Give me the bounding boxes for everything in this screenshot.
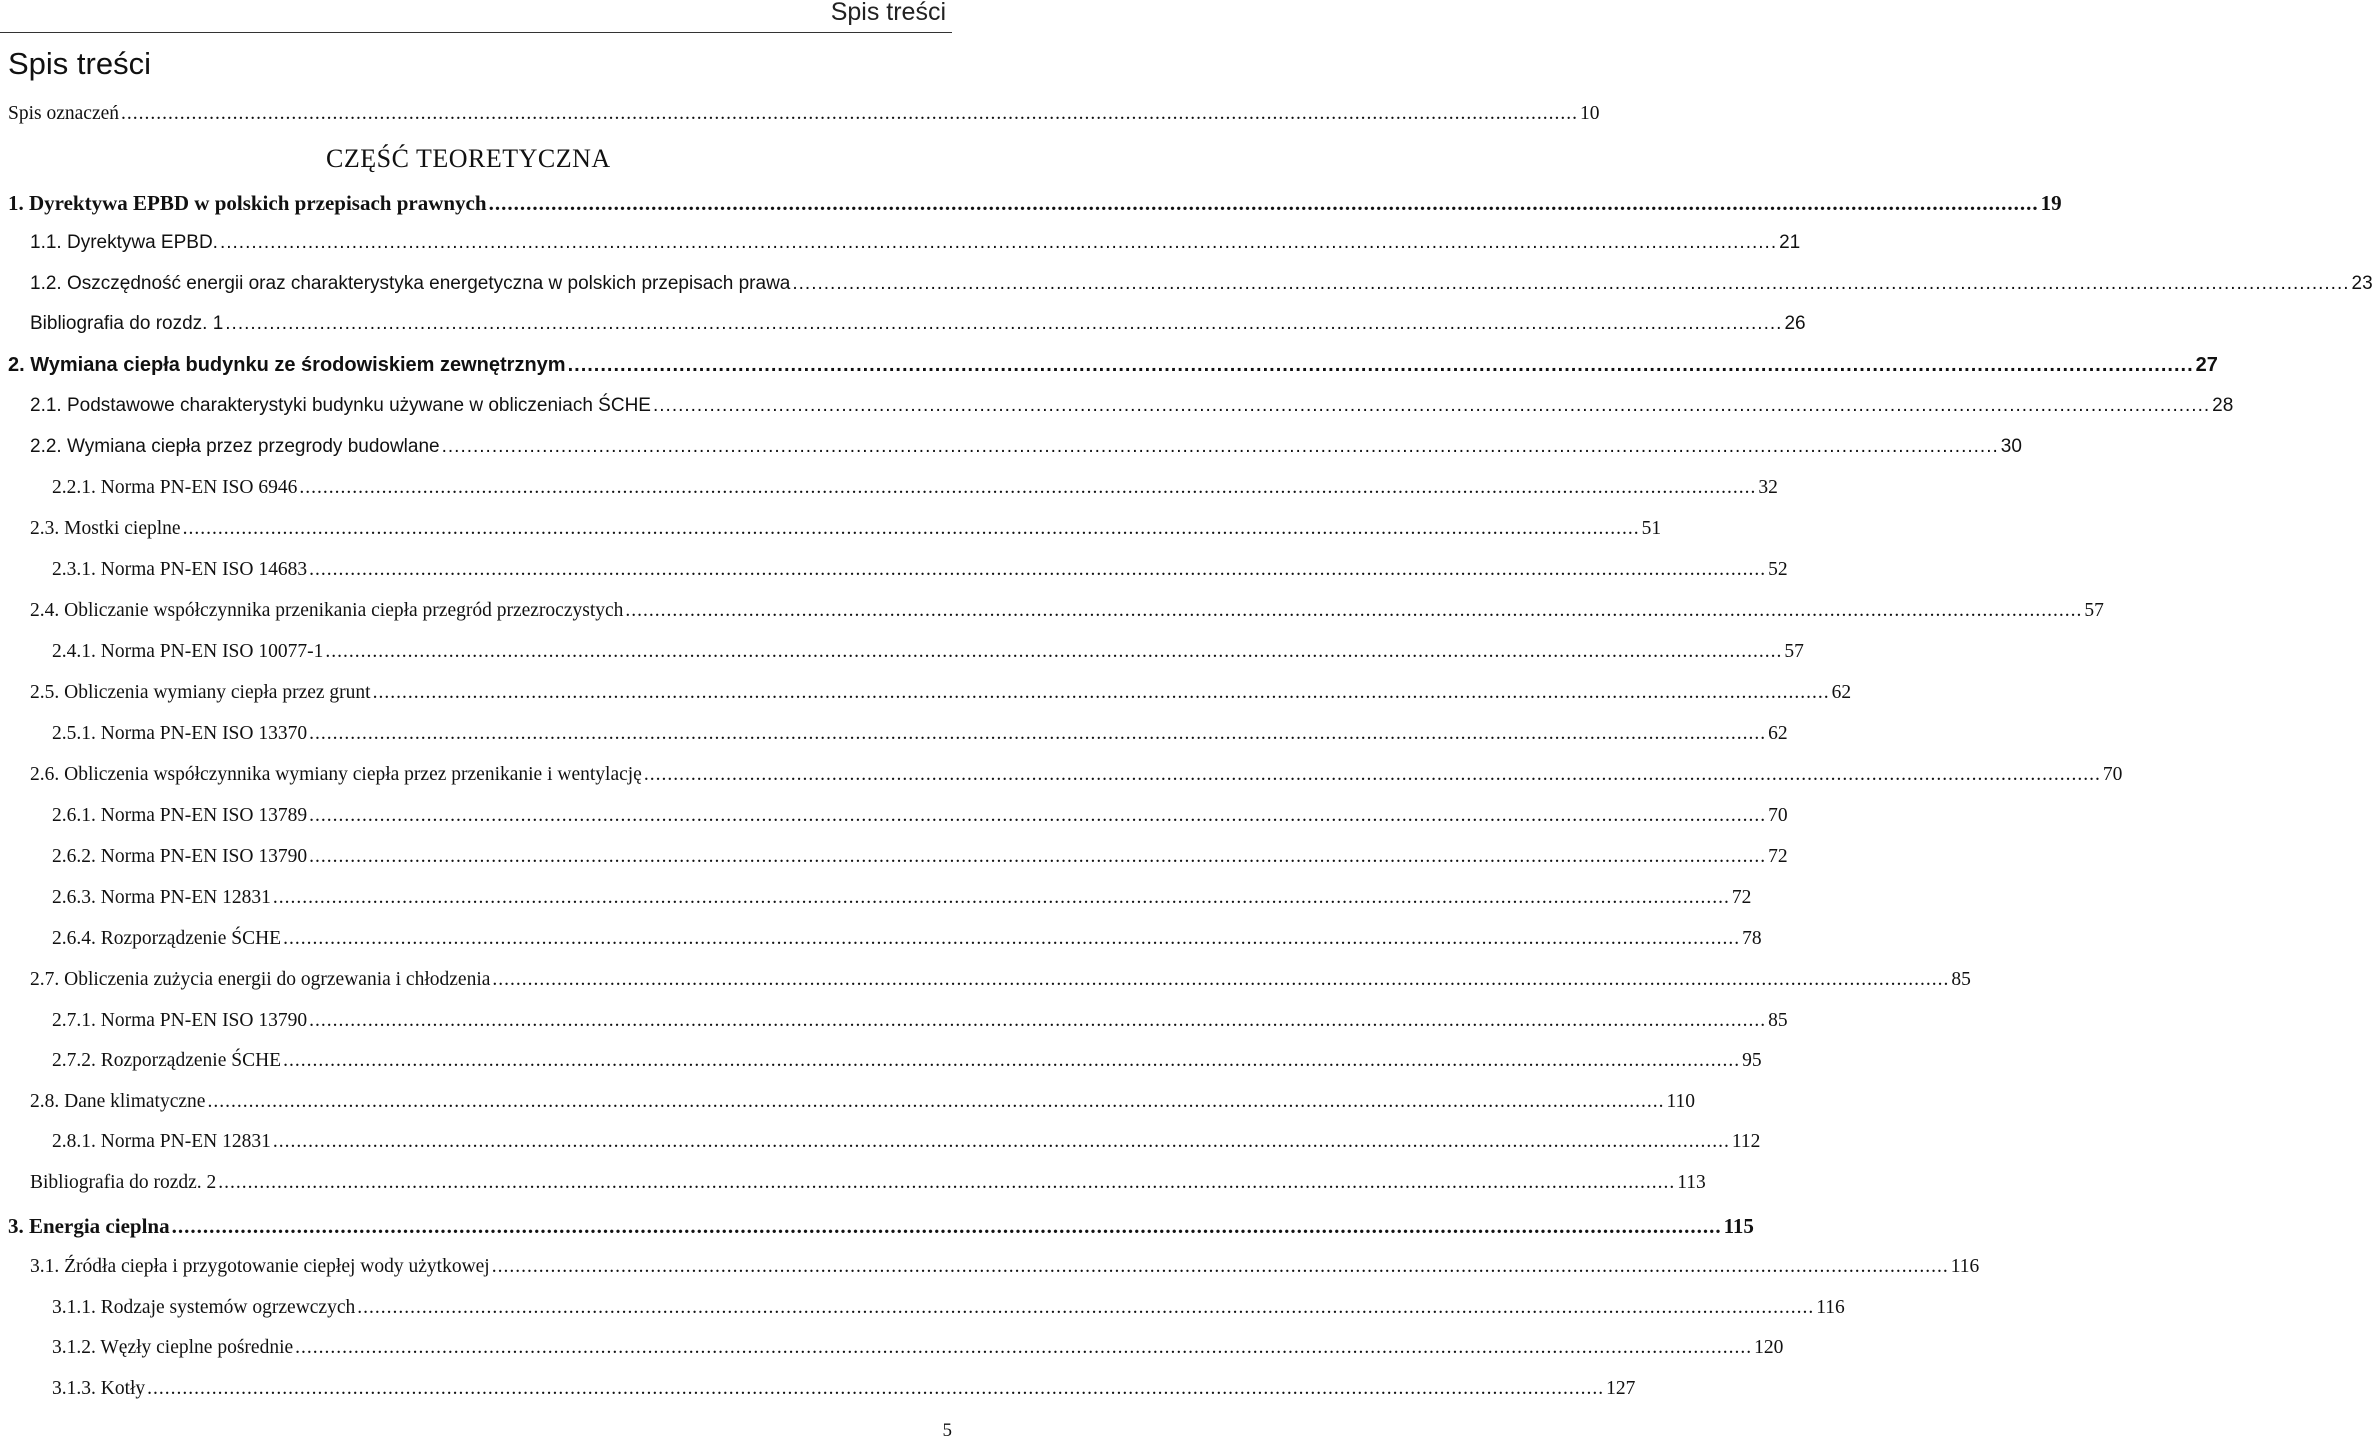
toc-entry-page: 116 — [1816, 1297, 1845, 1318]
toc-entry-2-6-1[interactable] — [0, 805, 1788, 833]
toc-entry-3-1-1[interactable] — [0, 1297, 1845, 1325]
dot-leader: ........................................................................................................................................................................................................................................................ — [207, 1091, 1665, 1112]
dot-leader: ........................................................................................................................................................................................................................................................ — [283, 928, 1741, 949]
toc-entry-bibliography-2[interactable] — [0, 1172, 1706, 1200]
toc-entry-page: 27 — [2195, 354, 2218, 376]
toc-entry-page: 85 — [1768, 1010, 1788, 1031]
toc-entry-chapter-1[interactable] — [0, 191, 2062, 219]
toc-entry-label: 2.6.4. Rozporządzenie ŚCHE — [52, 928, 282, 949]
toc-entry-2-3-1[interactable] — [0, 559, 1788, 587]
toc-entry-label: Bibliografia do rozdz. 1 — [30, 313, 224, 334]
toc-entry-page: 19 — [2040, 191, 2062, 215]
toc-entry-page: 115 — [1723, 1214, 1754, 1238]
toc-entry-page: 95 — [1742, 1050, 1762, 1071]
toc-entry-2-6-3[interactable] — [0, 887, 1752, 915]
toc-entry-3-1-3[interactable] — [0, 1378, 1636, 1406]
toc-entry-page: 85 — [1951, 969, 1971, 990]
dot-leader: ........................................................................................................................................................................................................................................................ — [121, 103, 1579, 124]
toc-entry-page: 78 — [1742, 928, 1762, 949]
toc-entry-label: 3. Energia cieplna — [8, 1214, 170, 1238]
toc-entry-label: 3.1.1. Rodzaje systemów ogrzewczych — [52, 1297, 356, 1318]
toc-entry-label: 3.1. Źródła ciepła i przygotowanie ciepłej wody użytkowej — [30, 1256, 490, 1277]
toc-entry-label: 1.2. Oszczędność energii oraz charakterystyka energetyczna w polskich przepisach prawa — [30, 273, 791, 294]
dot-leader: ........................................................................................................................................................................................................................................................ — [309, 805, 1767, 826]
toc-entry-chapter-2[interactable] — [0, 354, 2218, 382]
toc-entry-label: 2.6.1. Norma PN-EN ISO 13789 — [52, 805, 308, 826]
toc-entry-chapter-3[interactable] — [0, 1214, 1754, 1242]
toc-entry-2-4[interactable] — [0, 600, 2104, 628]
dot-leader: ........................................................................................................................................................................................................................................................ — [567, 354, 2194, 376]
page-number: 5 — [942, 1420, 952, 1441]
dot-leader: ........................................................................................................................................................................................................................................................ — [441, 436, 1999, 457]
dot-leader: ........................................................................................................................................................................................................................................................ — [272, 887, 1730, 908]
toc-entry-label: Spis oznaczeń — [8, 103, 120, 124]
toc-entry-label: Bibliografia do rozdz. 2 — [30, 1172, 217, 1193]
dot-leader: ........................................................................................................................................................................................................................................................ — [147, 1378, 1605, 1399]
toc-entry-3-1-2[interactable] — [0, 1337, 1784, 1365]
toc-entry-2-3[interactable] — [0, 518, 1662, 546]
toc-entry-2-7[interactable] — [0, 969, 1971, 997]
dot-leader: ........................................................................................................................................................................................................................................................ — [219, 232, 1778, 253]
dot-leader: ........................................................................................................................................................................................................................................................ — [182, 518, 1640, 539]
dot-leader: ........................................................................................................................................................................................................................................................ — [625, 600, 2083, 621]
toc-title: Spis treści — [8, 46, 151, 81]
toc-entry-label: 2.8.1. Norma PN-EN 12831 — [52, 1131, 271, 1152]
toc-entry-page: 120 — [1754, 1337, 1784, 1358]
toc-entry-bibliography-1[interactable] — [0, 313, 1806, 341]
toc-entry-label: 2.6.2. Norma PN-EN ISO 13790 — [52, 846, 308, 867]
toc-entry-page: 26 — [1784, 313, 1806, 334]
toc-entry-2-6[interactable] — [0, 764, 2123, 792]
running-header-title: Spis treści — [830, 0, 946, 26]
dot-leader: ........................................................................................................................................................................................................................................................ — [225, 313, 1783, 334]
toc-entry-1-2[interactable] — [0, 273, 2373, 301]
toc-entry-page: 70 — [1768, 805, 1788, 826]
dot-leader: ........................................................................................................................................................................................................................................................ — [488, 191, 2039, 215]
toc-entry-label: 2.7.2. Rozporządzenie ŚCHE — [52, 1050, 282, 1071]
dot-leader: ........................................................................................................................................................................................................................................................ — [309, 1010, 1767, 1031]
dot-leader: ........................................................................................................................................................................................................................................................ — [492, 969, 1950, 990]
toc-entry-2-8-1[interactable] — [0, 1131, 1761, 1159]
toc-entry-2-6-4[interactable] — [0, 928, 1762, 956]
toc-entry-label: 2.1. Podstawowe charakterystyki budynku używane w obliczeniach ŚCHE — [30, 395, 651, 416]
toc-entry-page: 112 — [1731, 1131, 1761, 1152]
toc-entry-page: 62 — [1768, 723, 1788, 744]
toc-entry-label: 2.6.3. Norma PN-EN 12831 — [52, 887, 271, 908]
toc-entry-label: 2.2.1. Norma PN-EN ISO 6946 — [52, 477, 298, 498]
toc-entry-label: 2.5.1. Norma PN-EN ISO 13370 — [52, 723, 308, 744]
toc-entry-label: 1.1. Dyrektywa EPBD. — [30, 232, 218, 253]
toc-entry-page: 30 — [2000, 436, 2022, 457]
dot-leader: ........................................................................................................................................................................................................................................................ — [218, 1172, 1676, 1193]
toc-entry-page: 72 — [1768, 846, 1788, 867]
toc-entry-2-5[interactable] — [0, 682, 1852, 710]
toc-entry-2-1[interactable] — [0, 395, 2234, 423]
running-header — [0, 0, 952, 33]
dot-leader: ........................................................................................................................................................................................................................................................ — [309, 559, 1767, 580]
dot-leader: ........................................................................................................................................................................................................................................................ — [171, 1214, 1722, 1238]
toc-entry-page: 23 — [2351, 273, 2373, 294]
toc-entry-page: 21 — [1779, 232, 1801, 253]
dot-leader: ........................................................................................................................................................................................................................................................ — [357, 1297, 1815, 1318]
toc-entry-page: 57 — [2084, 600, 2104, 621]
dot-leader: ........................................................................................................................................................................................................................................................ — [643, 764, 2101, 785]
toc-entry-label: 2.7.1. Norma PN-EN ISO 13790 — [52, 1010, 308, 1031]
toc-entry-label: 2.6. Obliczenia współczynnika wymiany ciepła przez przenikanie i wentylację — [30, 764, 642, 785]
dot-leader: ........................................................................................................................................................................................................................................................ — [792, 273, 2350, 294]
toc-entry-page: 28 — [2212, 395, 2234, 416]
toc-entry-page: 110 — [1666, 1091, 1695, 1112]
toc-entry-2-4-1[interactable] — [0, 641, 1804, 669]
dot-leader: ........................................................................................................................................................................................................................................................ — [372, 682, 1830, 703]
dot-leader: ........................................................................................................................................................................................................................................................ — [272, 1131, 1730, 1152]
toc-entry-label: 2.3.1. Norma PN-EN ISO 14683 — [52, 559, 308, 580]
toc-entry-page: 70 — [2102, 764, 2123, 785]
toc-entry-page: 116 — [1950, 1256, 1980, 1277]
toc-entry-label: 3.1.2. Węzły cieplne pośrednie — [52, 1337, 294, 1358]
toc-entry-label: 2.4.1. Norma PN-EN ISO 10077-1 — [52, 641, 324, 662]
toc-entry-2-6-2[interactable] — [0, 846, 1788, 874]
dot-leader: ........................................................................................................................................................................................................................................................ — [325, 641, 1783, 662]
toc-entry-page: 51 — [1641, 518, 1662, 539]
toc-entry-page: 57 — [1784, 641, 1804, 662]
toc-entry-page: 113 — [1677, 1172, 1706, 1193]
dot-leader: ........................................................................................................................................................................................................................................................ — [652, 395, 2211, 416]
toc-entry-label: 2. Wymiana ciepła budynku ze środowiskiem zewnętrznym — [8, 354, 566, 376]
toc-entry-2-8[interactable] — [0, 1091, 1695, 1119]
toc-entry-label: 1. Dyrektywa EPBD w polskich przepisach prawnych — [8, 191, 487, 215]
toc-entry-page: 32 — [1758, 477, 1778, 498]
dot-leader: ........................................................................................................................................................................................................................................................ — [299, 477, 1757, 498]
toc-entry-page: 10 — [1580, 103, 1600, 124]
toc-entry-3-1[interactable] — [0, 1256, 1980, 1284]
part-heading: CZĘŚĆ TEORETYCZNA — [326, 144, 611, 173]
toc-entry-label: 2.3. Mostki cieplne — [30, 518, 181, 539]
toc-entry-label: 2.4. Obliczanie współczynnika przenikania ciepła przegród przezroczystych — [30, 600, 624, 621]
dot-leader: ........................................................................................................................................................................................................................................................ — [491, 1256, 1949, 1277]
toc-entry-spis-oznaczen[interactable] — [0, 103, 1600, 131]
toc-entry-label: 2.7. Obliczenia zużycia energii do ogrzewania i chłodzenia — [30, 969, 491, 990]
toc-entry-label: 2.8. Dane klimatyczne — [30, 1091, 206, 1112]
toc-entry-page: 72 — [1731, 887, 1752, 908]
toc-entry-label: 2.5. Obliczenia wymiany ciepła przez grunt — [30, 682, 371, 703]
toc-entry-page: 52 — [1768, 559, 1788, 580]
dot-leader: ........................................................................................................................................................................................................................................................ — [295, 1337, 1753, 1358]
dot-leader: ........................................................................................................................................................................................................................................................ — [309, 723, 1767, 744]
toc-entry-1-1[interactable] — [0, 232, 1801, 260]
toc-entry-label: 2.2. Wymiana ciepła przez przegrody budowlane — [30, 436, 440, 457]
dot-leader: ........................................................................................................................................................................................................................................................ — [283, 1050, 1741, 1071]
toc-entry-2-5-1[interactable] — [0, 723, 1788, 751]
dot-leader: ........................................................................................................................................................................................................................................................ — [309, 846, 1767, 867]
toc-entry-page: 62 — [1831, 682, 1852, 703]
toc-entry-label: 3.1.3. Kotły — [52, 1378, 146, 1399]
toc-entry-2-7-2[interactable] — [0, 1050, 1762, 1078]
toc-entry-2-2-1[interactable] — [0, 477, 1778, 505]
toc-entry-page: 127 — [1606, 1378, 1636, 1399]
toc-entry-2-7-1[interactable] — [0, 1010, 1788, 1038]
toc-entry-2-2[interactable] — [0, 436, 2022, 464]
